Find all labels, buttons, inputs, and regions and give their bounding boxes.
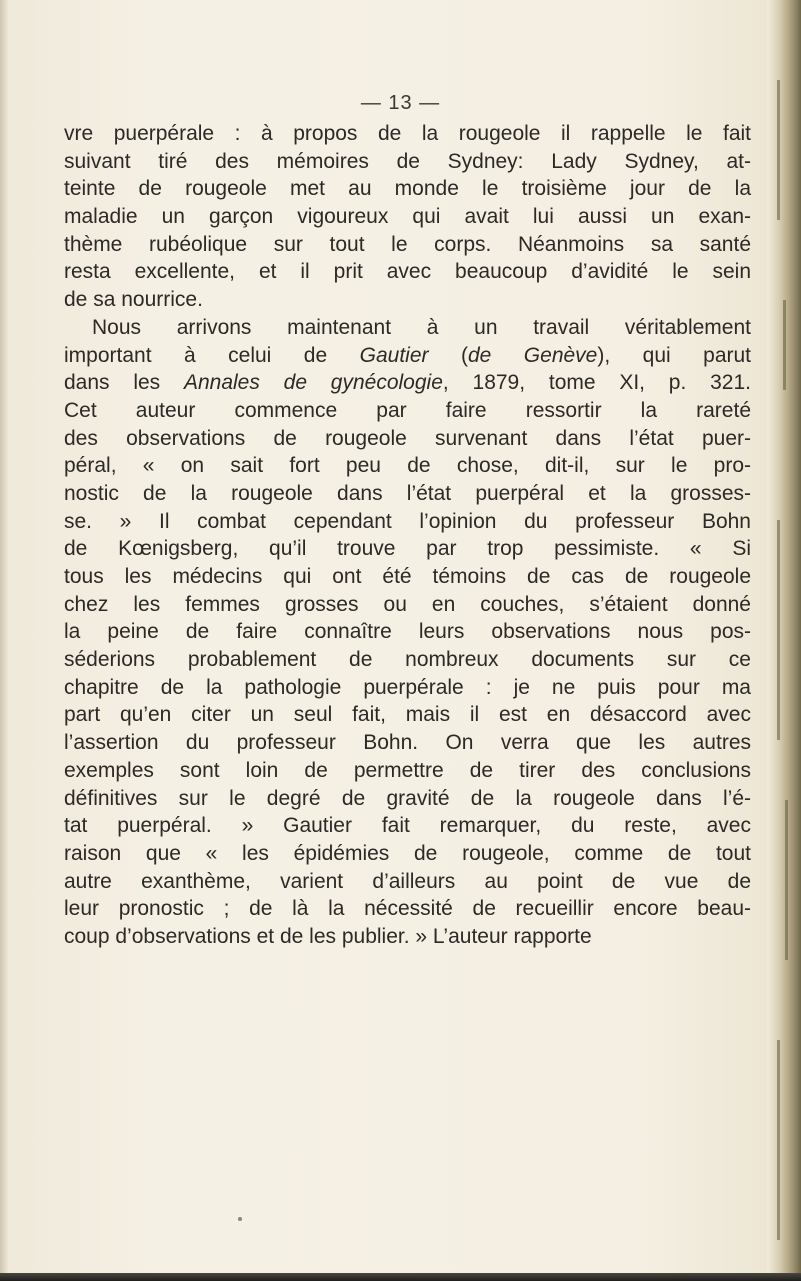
text-line: chez les femmes grosses ou en couches, s’étaient donné	[64, 592, 751, 616]
page-number: — 13 —	[360, 92, 441, 114]
text-line: maladie un garçon vigoureux qui avait lui aussi un exan-	[64, 205, 751, 229]
text-line: nostic de la rougeole dans l’état puerpéral et la grosses-	[64, 481, 751, 505]
text-line-annales	[64, 369, 751, 397]
scan-bottom-shadow	[0, 1273, 801, 1281]
text-line: leur pronostic ; de là la nécessité de recueillir encore beau-	[64, 897, 751, 921]
author-name-italic: Gautier	[359, 343, 429, 367]
text-line: Cet auteur commence par faire ressortir la rareté	[64, 398, 751, 422]
text-line: coup d’observations et de les publier. » L’auteur rapporte	[64, 924, 592, 948]
text-line: définitives sur le degré de gravité de la rougeole dans l’é-	[64, 786, 751, 810]
text-segment: (	[428, 343, 468, 367]
text-line: séderions probablement de nombreux documents sur ce	[64, 648, 751, 672]
text-line: de Kœnigsberg, qu’il trouve par trop pessimiste. « Si	[64, 537, 751, 561]
page-left-edge	[0, 0, 8, 1281]
body-text	[64, 120, 751, 951]
text-line: de sa nourrice.	[64, 288, 203, 312]
text-line: tous les médecins qui ont été témoins de cas de rougeole	[64, 565, 751, 588]
text-line: part qu’en citer un seul fait, mais il est en désaccord avec	[64, 703, 751, 727]
text-line: l’assertion du professeur Bohn. On verra que les autres	[64, 731, 751, 755]
text-line: péral, « on sait fort peu de chose, dit-il, sur le pro-	[64, 454, 751, 478]
text-line: exemples sont loin de permettre de tirer des conclusions	[64, 758, 751, 782]
text-segment: important à celui de	[64, 343, 360, 367]
text-line: teinte de rougeole met au monde le troisième jour de la	[64, 177, 751, 201]
text-line: se. » Il combat cependant l’opinion du professeur Bohn	[64, 509, 751, 533]
text-line: des observations de rougeole survenant dans l’état puer-	[64, 426, 751, 450]
text-segment: dans les	[64, 371, 184, 395]
text-line: chapitre de la pathologie puerpérale : je ne puis pour ma	[64, 675, 751, 699]
city-italic: de Genève	[467, 343, 598, 367]
text-line: raison que « les épidémies de rougeole, comme de tout	[64, 841, 751, 865]
text-line: vre puerpérale : à propos de la rougeole il rappelle le fait	[64, 122, 751, 145]
text-line: tat puerpéral. » Gautier fait remarquer, du reste, avec	[64, 814, 751, 838]
text-line-gautier	[64, 342, 751, 370]
text-segment: , 1879, tome XI, p. 321.	[442, 371, 751, 395]
text-line: thème rubéolique sur tout le corps. Néanmoins sa santé	[64, 232, 751, 256]
text-line: la peine de faire connaître leurs observations nous pos-	[64, 620, 751, 644]
text-line: suivant tiré des mémoires de Sydney: Lady Sydney, at-	[64, 149, 751, 173]
text-line: Nous arrivons maintenant à un travail véritablement	[92, 315, 751, 339]
page-binding-edge	[767, 0, 801, 1281]
text-segment: ), qui parut	[597, 343, 752, 367]
text-line: resta excellente, et il prit avec beaucoup d’avidité le sein	[64, 260, 751, 284]
text-line: autre exanthème, varient d’ailleurs au point de vue de	[64, 869, 751, 893]
paper-speck	[238, 1217, 242, 1221]
journal-title-italic: Annales de gynécologie	[183, 371, 443, 395]
